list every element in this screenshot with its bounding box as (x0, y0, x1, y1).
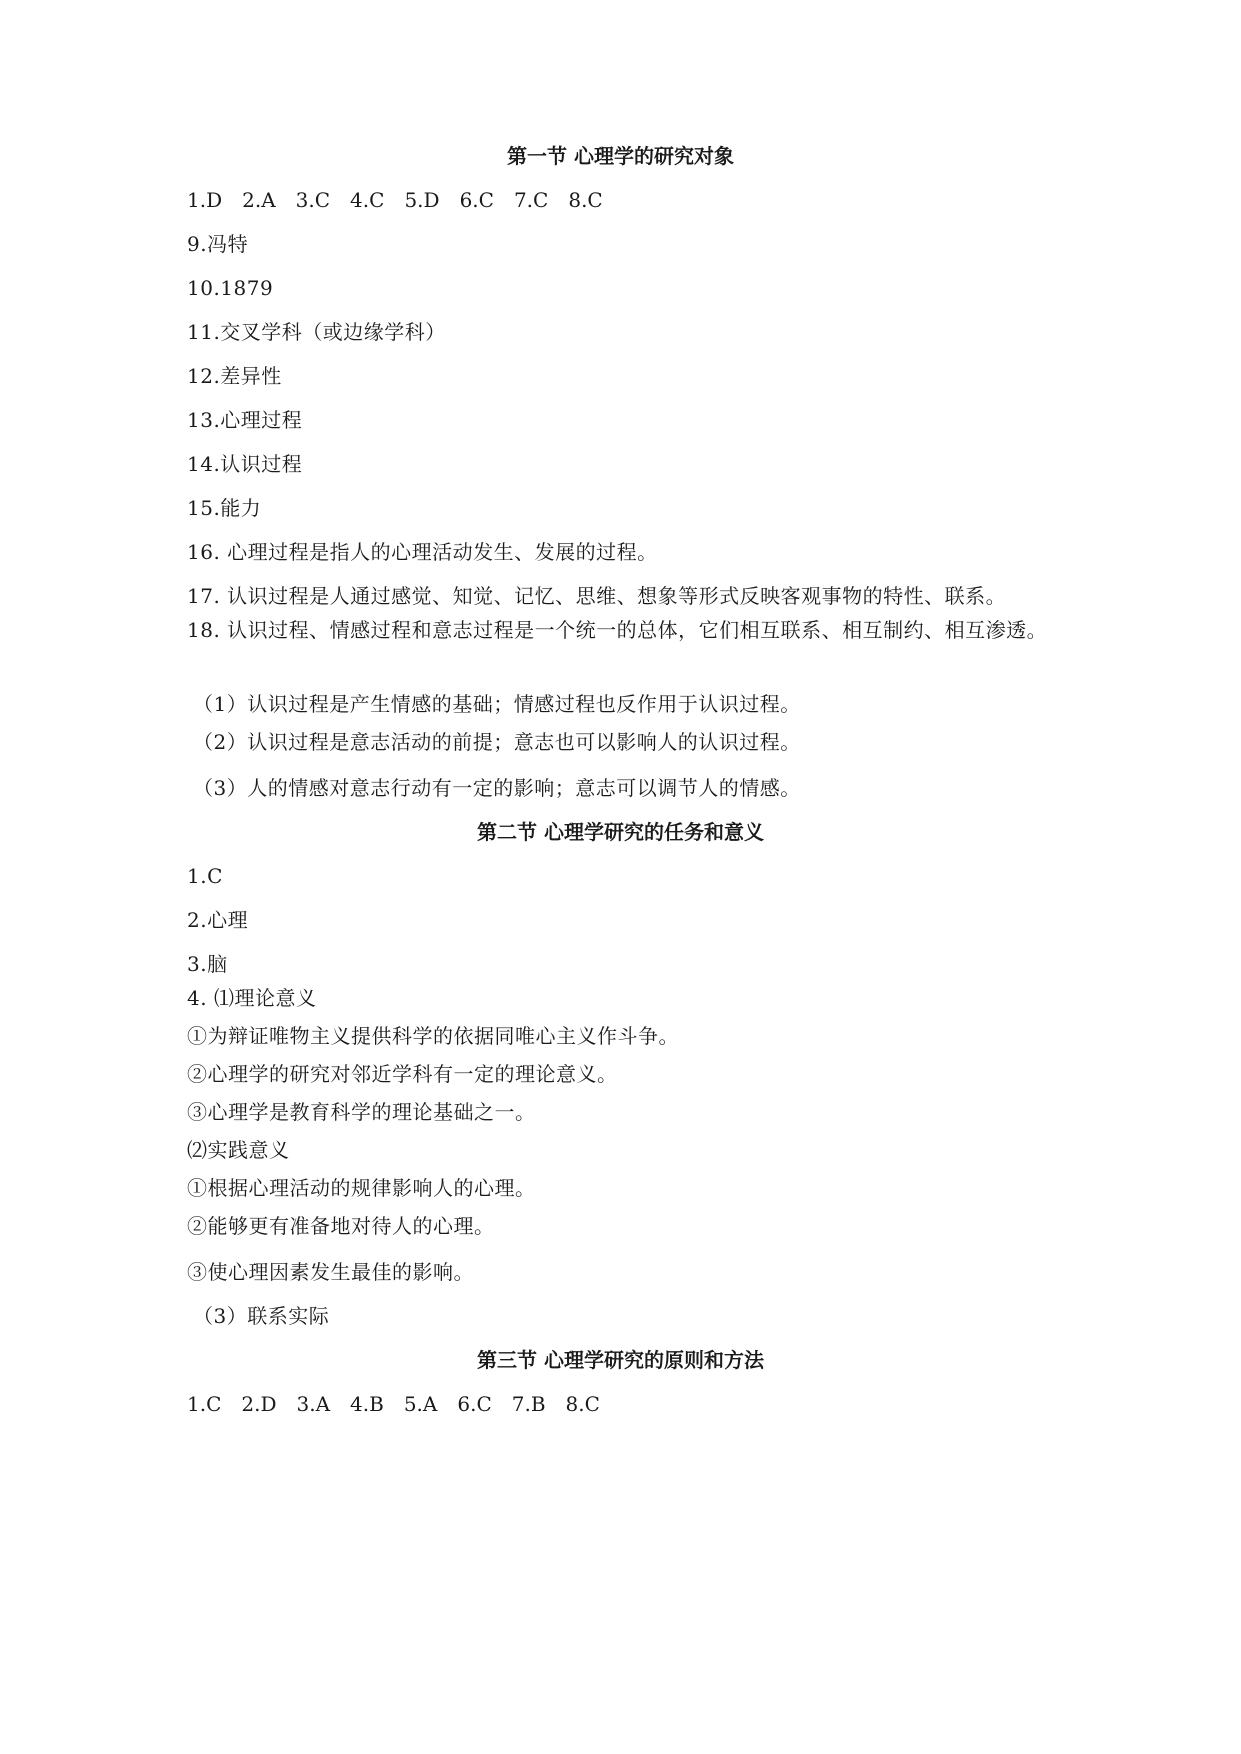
answer-item: 8.C (568, 188, 603, 212)
answer-line: （3）联系实际 (193, 1304, 330, 1328)
answer-item: 8.C (565, 1392, 600, 1416)
answer-line: ②能够更有准备地对待人的心理。 (187, 1214, 495, 1238)
answer-line: ③心理学是教育科学的理论基础之一。 (187, 1100, 536, 1124)
section-1-title: 第一节 心理学的研究对象 (507, 144, 734, 168)
answer-item: 3.A (296, 1392, 331, 1416)
answer-line: 11.交叉学科（或边缘学科） (187, 320, 446, 344)
answer-line: ②心理学的研究对邻近学科有一定的理论意义。 (187, 1062, 618, 1086)
section-3-title: 第三节 心理学研究的原则和方法 (477, 1348, 764, 1372)
answer-line: （1）认识过程是产生情感的基础；情感过程也反作用于认识过程。 (193, 692, 801, 716)
section-2-title: 第二节 心理学研究的任务和意义 (477, 820, 764, 844)
section-1-choice-answers (187, 188, 623, 212)
answer-item: 2.D (241, 1392, 277, 1416)
answer-line: ③使心理因素发生最佳的影响。 (187, 1260, 474, 1284)
answer-item: 7.C (513, 188, 549, 212)
answer-item: 3.C (295, 188, 331, 212)
answer-item: 7.B (511, 1392, 546, 1416)
answer-item: 6.C (457, 1392, 492, 1416)
answer-line: （3）人的情感对意志行动有一定的影响；意志可以调节人的情感。 (193, 776, 801, 800)
answer-item: 5.D (404, 188, 440, 212)
answer-line: 9.冯特 (187, 232, 249, 256)
answer-line: 15.能力 (187, 496, 262, 520)
answer-paragraph: 18. 认识过程、情感过程和意志过程是一个统一的总体，它们相互联系、相互制约、相互渗透。 (187, 618, 1048, 642)
section-3-choice-answers (187, 1392, 620, 1416)
answer-item: 4.B (350, 1392, 384, 1416)
answer-line: 14.认识过程 (187, 452, 303, 476)
answer-item: 6.C (459, 188, 494, 212)
answer-line: 12.差异性 (187, 364, 282, 388)
answer-line: 4. ⑴理论意义 (187, 986, 317, 1010)
answer-line: 2.心理 (187, 908, 249, 932)
answer-line: ①为辩证唯物主义提供科学的依据同唯心主义作斗争。 (187, 1024, 679, 1048)
answer-line: 10.1879 (187, 276, 274, 300)
answer-item: 1.D (187, 188, 223, 212)
answer-item: 5.A (403, 1392, 438, 1416)
answer-line: ①根据心理活动的规律影响人的心理。 (187, 1176, 536, 1200)
answer-line: 1.C (187, 864, 223, 888)
answer-line: 3.脑 (187, 952, 228, 976)
answer-line: 17. 认识过程是人通过感觉、知觉、记忆、思维、想象等形式反映客观事物的特性、联系。 (187, 584, 1007, 608)
answer-line: （2）认识过程是意志活动的前提；意志也可以影响人的认识过程。 (193, 730, 801, 754)
answer-line: 13.心理过程 (187, 408, 303, 432)
answer-item: 4.C (350, 188, 385, 212)
answer-item: 2.A (242, 188, 276, 212)
answer-line: 16. 心理过程是指人的心理活动发生、发展的过程。 (187, 540, 658, 564)
answer-line: ⑵实践意义 (187, 1138, 290, 1162)
answer-item: 1.C (187, 1392, 222, 1416)
